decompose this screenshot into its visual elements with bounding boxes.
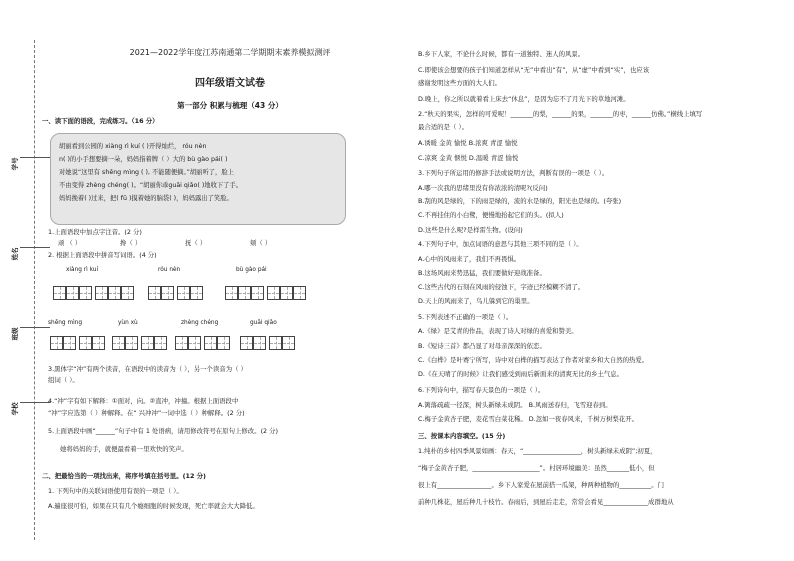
q1-1-word: 颊（ ） <box>250 239 272 247</box>
side-underline <box>20 240 50 248</box>
right-line: 2.“秋天的果实，怎样的可爱呢！_______的梨，______的果，_______的枣，______仿佛。”横线上填写 <box>418 110 703 118</box>
pinyin-label: shēng mìng <box>48 320 83 326</box>
q1-5-sentence: 她将妈妈的手，就便最看着一里欢快的笑声。 <box>60 445 188 453</box>
right-line: C.凉爽 金黄 惬悦 D.温暖 青涩 愉悦 <box>418 154 519 162</box>
reading-passage-box <box>50 133 346 225</box>
q1-3-text-cont: 组词（ ）。 <box>48 376 79 384</box>
q1-4-text-cont: “冲”字应选第（ ）种解释。在“ 兴冲冲”一词中选（ ）种解释。(2 分) <box>48 409 245 417</box>
exam-subtitle: 四年级语文试卷 <box>195 78 265 89</box>
writing-grid[interactable] <box>148 286 203 300</box>
pinyin-label: róu nèn <box>158 267 181 273</box>
q1-1-word: 顽 （ ） <box>58 239 82 247</box>
pinyin-label: guāi qiǎo <box>250 320 277 326</box>
q3-line: 很上有_________________。乡下人家爱在屋前搭一瓜架，种两种植物的__________。门 <box>418 481 665 489</box>
pinyin-label: bù gào pái <box>236 267 267 273</box>
writing-grid[interactable] <box>225 286 306 300</box>
q3-heading: 三、按课本内容填空。(15 分) <box>418 432 506 440</box>
writing-grid[interactable] <box>240 336 295 350</box>
right-line: A.《绿》是艾青的作品，表现了诗人对绿的喜爱和赞美。 <box>418 327 578 335</box>
q3-line: 1.纯朴的乡村四季风景如画：春天，“__________________，树头新绿未成阴”;初夏， <box>418 447 657 455</box>
q1-4-text: 4.“冲”字有如下解释：①面对，向。②直冲，冲撞。根据上面语段中 <box>48 397 239 405</box>
passage-line: 妈妈挽着( )过来，把( fū )摸着她的脑袋( )，妈妈露出了笑脸。 <box>59 195 233 202</box>
passage-line: 胡丽看到公园的 xiàng rì kuí ( )开得灿烂， róu nèn <box>59 143 207 150</box>
right-line: 3.下列句子所运用的修辞手法或说明方法，判断有误的一项是（ ）。 <box>418 169 609 177</box>
q1-3-text: 3.黑体字“冲”有两个读音，在语段中的读音为（ ），另一个读音为（ ） <box>48 365 247 373</box>
q3-line: “梅子金黄杏子肥，_____________________”。村居环境幽美：虽然_______低小，但 <box>418 464 655 472</box>
right-line: 感谢发明这些方面的大人们。 <box>418 79 502 87</box>
q2-heading: 二、把最恰当的一项找出来，将序号填在括号里。(12 分) <box>42 472 206 480</box>
q3-line: 前种几株花，屋后种几十枝竹。春雨后，到屋后走走，常常会看见______________成群地从 <box>418 498 674 506</box>
side-label-student-number: 学号 <box>11 157 20 171</box>
right-line: 最合适的是（ ）。 <box>418 123 468 131</box>
right-line: A.篱落疏疏一径深，树头新绿未成阴。 B.风雨送春归，飞雪迎春到。 <box>418 401 612 409</box>
right-line: 4.下列句子中，加点词语的意思与其他三项不同的是（ ）。 <box>418 240 583 248</box>
writing-grid[interactable] <box>175 336 230 350</box>
right-line: C.即使该会想要的孩子们知道怎样从“无”中看出“有”，从“虚”中看到“实”，也应该 <box>418 66 650 74</box>
right-line: B.这场风雨来势迅猛，我们要做好迎战准备。 <box>418 269 546 277</box>
right-line: D.《在天晴了的时候》让我们感受到雨后新面来的清爽无比的乡土气息。 <box>418 370 624 378</box>
passage-line: 对她说“这里有 shēng mìng ( ), 不能随便摘。”胡丽听了，脸上 <box>59 169 234 176</box>
side-label-name: 姓名 <box>11 247 20 261</box>
q1-1-word: 搀（ ） <box>120 239 142 247</box>
q2-1-text: 1. 下列句中的关联词语使用有误的一项是（ ）。 <box>48 487 183 495</box>
side-label-school: 学校 <box>11 402 20 416</box>
right-line: B.《短诗三首》都凸显了对母亲深深的依恋。 <box>418 342 546 350</box>
side-label-class: 班级 <box>11 327 20 341</box>
exam-title: 2021—2022学年度江苏南通第二学期期末素养模拟测评 <box>129 48 331 57</box>
right-line: A.心中的风雨来了，我们不再畏惧。 <box>418 255 521 263</box>
right-line: C.这些古代的石刻在风雨的侵蚀下，字迹已经模糊不清了。 <box>418 283 585 291</box>
side-underline <box>20 395 50 403</box>
writing-grid[interactable] <box>112 336 167 350</box>
passage-line: 不由变得 zhèng chéng( )。“胡丽你乖guāi qiǎo( )地收下了手。 <box>59 182 243 189</box>
right-line: D.天上的风雨来了，鸟儿躲到它的巢里。 <box>418 297 534 305</box>
right-line: A.哪一次我的思绪里没有你浓浓的清呢?(反问) <box>418 184 548 192</box>
pinyin-label: xiàng rì kuí <box>66 267 99 273</box>
part-heading: 第一部分 积累与梳理（43 分） <box>177 101 283 110</box>
pinyin-label: yùn xù <box>118 320 138 326</box>
q1-2-text: 2. 根据上面语段中拼音写词语。(4 分) <box>48 251 157 259</box>
side-underline <box>20 150 50 158</box>
q1-1-word: 抚（ ） <box>185 239 207 247</box>
q1-heading: 一、读下面的语段，完成练习。（16 分） <box>42 117 159 125</box>
right-line: D.这些是什么呢?是样雷生物。(设问) <box>418 226 523 234</box>
writing-grid[interactable] <box>50 336 105 350</box>
binding-dashed-line <box>34 40 35 540</box>
right-line: B.乡下人家，不论什么时候，都有一道独特、迷人的风景。 <box>418 50 585 58</box>
right-line: 6.下列诗句中，描写春天景色的一项是（ ）。 <box>418 386 545 394</box>
right-line: B.刮的风是绿的，下的雨是绿的，流的水是绿的，阳光也是绿的。(夸张) <box>418 197 622 205</box>
writing-grid[interactable] <box>53 286 134 300</box>
right-line: C.不再挂住的小白鹭，便慢地抬起它们的头。(拟人) <box>418 211 564 219</box>
side-underline <box>20 320 50 328</box>
right-line: A.诱暖 金黄 愉悦 B.浓爽 青涩 愉悦 <box>418 139 518 147</box>
right-line: 5.下列表述不正确的一项是（ ）。 <box>418 313 513 321</box>
right-line: C.梅子金黄杏子肥，麦花雪白菜花稀。 D.忽如一夜春风来，千树万树梨花开。 <box>418 415 638 423</box>
q1-1-text: 1.上面语段中加点字注音。(2 分) <box>48 228 142 236</box>
q2-1-option-a: A.遍座很可怕，如果在只有几个瘾细胞的时候发现，死亡率就会大大降低。 <box>48 502 259 510</box>
passage-line: n( )的小手想要摘一朵，妈妈指着牌（ ）大的 bù gào pái( ) <box>59 156 228 163</box>
q1-5-text: 5.上面语段中画“______”句子中有 1 处语病，请用修改符号在原句上修改。(2 分) <box>48 427 279 435</box>
pinyin-label: zhèng chéng <box>181 320 219 326</box>
right-line: C.《白桦》是叶赛宁所写，诗中对白桦的描写表达了作者对家乡和大自然的热爱。 <box>418 356 649 364</box>
right-line: D.晚上，你之所以就着看上床去“休息”，是因为忘不了月光下的草地河滩。 <box>418 95 630 103</box>
